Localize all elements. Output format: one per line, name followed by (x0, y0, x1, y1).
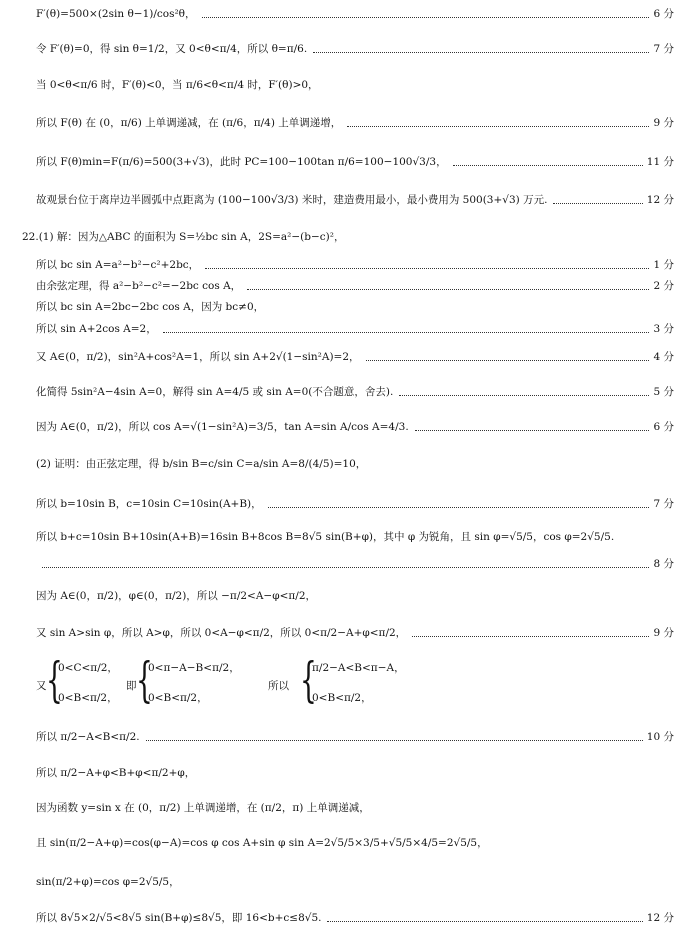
score-mark: 12 分 (646, 194, 674, 206)
dotted-leader (42, 567, 649, 568)
line-text: 令 F′(θ)=0，得 sin θ=1/2，又 0<θ<π/4，所以 θ=π/6. (36, 43, 308, 55)
system-label-suoyi: 所以 (268, 680, 289, 692)
score-mark: 9 分 (653, 627, 674, 639)
solution-line (36, 911, 674, 925)
score-mark: 8 分 (653, 558, 674, 570)
line-text: 当 0<θ<π/6 时，F′(θ)<0，当 π/6<θ<π/4 时，F′(θ)>0， (36, 79, 319, 91)
line-text: 又 A∈(0，π/2)，sin²A+cos²A=1，所以 sin A+2√(1−sin²A)=2， (36, 351, 360, 363)
dotted-leader (205, 268, 649, 269)
system-label-you: 又 (36, 680, 47, 692)
line-text: 所以 b+c=10sin B+10sin(A+B)=16sin B+8cos B=8√5 sin(B+φ)，其中 φ 为锐角，且 sin φ=√5/5，cos φ=2√5/5. (36, 531, 615, 543)
solution-line (36, 116, 674, 130)
dotted-leader (366, 360, 650, 361)
system-1-row-1: 0<C<π/2， (58, 662, 118, 674)
line-text: 所以 8√5×2/√5<8√5 sin(B+φ)≤8√5，即 16<b+c≤8√5. (36, 912, 322, 924)
solution-line (36, 322, 674, 336)
line-text: 由余弦定理，得 a²−b²−c²=−2bc cos A， (36, 280, 242, 292)
line-text: 所以 bc sin A=a²−b²−c²+2bc， (36, 259, 200, 271)
line-text: 所以 F(θ) 在 (0，π/6) 上单调递减，在 (π/6，π/4) 上单调递增， (36, 117, 342, 129)
dotted-leader (399, 395, 649, 396)
dotted-leader (415, 430, 650, 431)
score-mark: 2 分 (653, 280, 674, 292)
line-text: 因为函数 y=sin x 在 (0，π/2) 上单调递增，在 (π/2，π) 上单调递减， (36, 802, 370, 814)
dotted-leader (202, 17, 650, 18)
line-text: 因为 A∈(0，π/2)，所以 cos A=√(1−sin²A)=3/5，tan A=sin A/cos A=4/3. (36, 421, 409, 433)
score-mark: 4 分 (653, 351, 674, 363)
system-2-row-2: 0<B<π/2， (148, 692, 208, 704)
solution-line (36, 497, 674, 511)
solution-line (36, 626, 674, 640)
solution-line (36, 530, 674, 544)
left-brace-icon: { (300, 652, 317, 708)
line-text: 又 sin A>sin φ，所以 A>φ，所以 0<A−φ<π/2，所以 0<π/2−A+φ<π/2， (36, 627, 407, 639)
solution-line (36, 258, 674, 272)
solution-line (36, 7, 674, 21)
score-mark: 9 分 (653, 117, 674, 129)
inequality-system (36, 654, 456, 712)
line-text: 因为 A∈(0，π/2)，φ∈(0，π/2)，所以 −π/2<A−φ<π/2， (36, 590, 317, 602)
line-text: (2) 证明：由正弦定理，得 b/sin B=c/sin C=a/sin A=8/(4/5)=10， (36, 458, 367, 470)
line-text: 所以 sin A+2cos A=2， (36, 323, 157, 335)
score-mark: 3 分 (653, 323, 674, 335)
system-label-ji: 即 (126, 680, 137, 692)
dotted-leader (453, 165, 643, 166)
line-text: sin(π/2+φ)=cos φ=2√5/5， (36, 876, 180, 888)
solution-line (36, 155, 674, 169)
score-mark: 6 分 (653, 421, 674, 433)
line-text: 所以 bc sin A=2bc−2bc cos A，因为 bc≠0， (36, 301, 265, 313)
score-mark: 6 分 (653, 8, 674, 20)
line-text: F′(θ)=500×(2sin θ−1)/cos²θ， (36, 8, 196, 20)
score-mark: 12 分 (646, 912, 674, 924)
solution-line (36, 875, 674, 889)
solution-line (36, 279, 674, 293)
solution-line (36, 730, 674, 744)
solution-line (36, 385, 674, 399)
line-text: 故观景台位于离岸边半圆弧中点距离为 (100−100√3/3) 米时，建造费用最小，最小费用为 500(3+√3) 万元. (36, 194, 548, 206)
solution-line (36, 350, 674, 364)
score-mark: 5 分 (653, 386, 674, 398)
solution-line (36, 193, 674, 207)
solution-line (22, 230, 674, 244)
dotted-leader (327, 921, 642, 922)
line-text: 所以 π/2−A<B<π/2. (36, 731, 140, 743)
dotted-leader (412, 636, 649, 637)
score-mark: 11 分 (646, 156, 674, 168)
solution-line (36, 589, 674, 603)
score-mark: 10 分 (646, 731, 674, 743)
dotted-leader (313, 52, 649, 53)
solution-line (36, 457, 674, 471)
system-2-row-1: 0<π−A−B<π/2， (148, 662, 240, 674)
system-3-row-2: 0<B<π/2， (312, 692, 372, 704)
line-text: 所以 π/2−A+φ<B+φ<π/2+φ， (36, 767, 196, 779)
score-mark: 1 分 (653, 259, 674, 271)
line-text: 22.(1) 解：因为△ABC 的面积为 S=½bc sin A，2S=a²−(b−c)²， (22, 231, 345, 243)
solution-line (36, 557, 674, 571)
dotted-leader (347, 126, 649, 127)
left-brace-icon: { (46, 652, 63, 708)
solution-line (36, 300, 674, 314)
solution-line (36, 42, 674, 56)
dotted-leader (268, 507, 650, 508)
dotted-leader (146, 740, 643, 741)
score-mark: 7 分 (653, 43, 674, 55)
left-brace-icon: { (136, 652, 153, 708)
system-1-row-2: 0<B<π/2， (58, 692, 118, 704)
system-3-row-1: π/2−A<B<π−A， (312, 662, 405, 674)
dotted-leader (553, 203, 642, 204)
solution-line (36, 420, 674, 434)
line-text: 所以 b=10sin B，c=10sin C=10sin(A+B)， (36, 498, 262, 510)
line-text: 化简得 5sin²A−4sin A=0，解得 sin A=4/5 或 sin A=0(不合题意，舍去). (36, 386, 394, 398)
solution-line (36, 78, 674, 92)
dotted-leader (247, 289, 649, 290)
solution-line (36, 801, 674, 815)
solution-line (36, 766, 674, 780)
solution-line (36, 836, 674, 850)
score-mark: 7 分 (653, 498, 674, 510)
line-text: 且 sin(π/2−A+φ)=cos(φ−A)=cos φ cos A+sin φ sin A=2√5/5×3/5+√5/5×4/5=2√5/5， (36, 837, 488, 849)
dotted-leader (163, 332, 650, 333)
line-text: 所以 F(θ)min=F(π/6)=500(3+√3)，此时 PC=100−100tan π/6=100−100√3/3， (36, 156, 447, 168)
